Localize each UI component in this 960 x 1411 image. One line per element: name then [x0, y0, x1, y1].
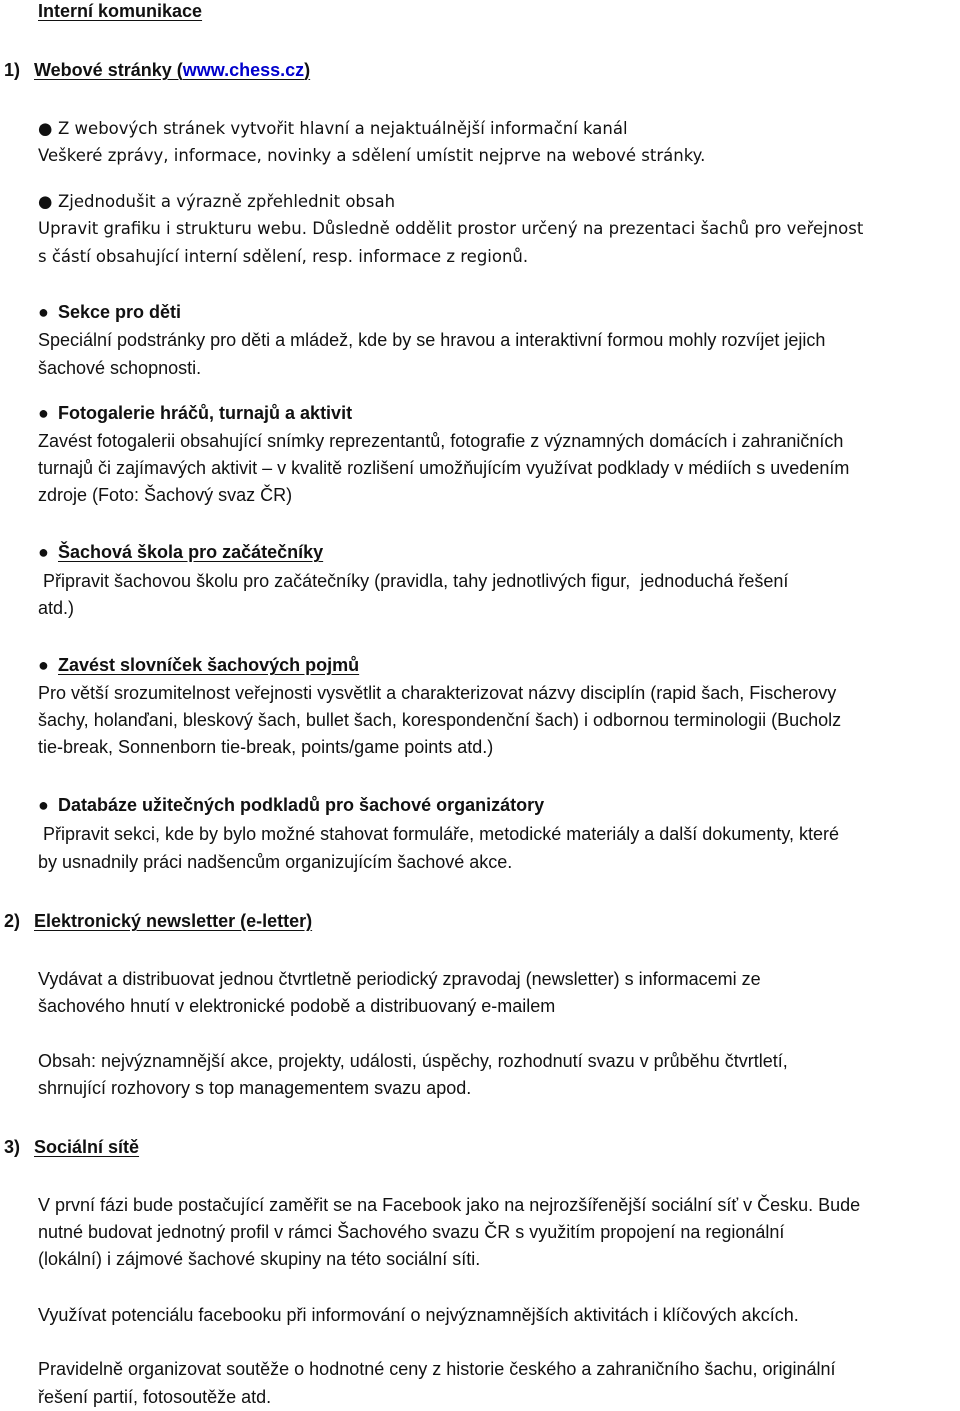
paragraph-text: shrnující rozhovory s top managementem svazu apod. [38, 1078, 472, 1098]
item-text: Upravit grafiku i strukturu webu. Důsledně oddělit prostor určený na prezentaci šachů pro veřejnost [38, 219, 864, 238]
section-3-heading [4, 1134, 139, 1161]
section-2-number: 2) [4, 911, 21, 931]
item-text: Připravit šachovou školu pro začátečníky (pravidla, tahy jednotlivých figur, jednoduchá řešení [38, 571, 789, 591]
website-link[interactable]: www.chess.cz [182, 60, 305, 80]
item-text: Speciální podstránky pro děti a mládež, kde by se hravou a interaktivní formou mohly rozvíjet jejich [38, 330, 826, 350]
item-text: turnajů či zajímavých aktivit – v kvalitě rozlišení umožňujícím využívat podklady v médiích s uvedením [38, 458, 850, 478]
item-text: Veškeré zprávy, informace, novinky a sdělení umístit nejprve na webové stránky. [38, 146, 706, 165]
item-title: ● Šachová škola pro začátečníky [38, 539, 323, 566]
section-3-number: 3) [4, 1137, 21, 1157]
section-3-title: Sociální sítě [34, 1137, 140, 1157]
bullet-icon: ● [38, 403, 49, 423]
bullet-icon: ● [38, 119, 53, 138]
item-text: Připravit sekci, kde by bylo možné stahovat formuláře, metodické materiály a další dokumenty, které [38, 824, 840, 844]
item-text: Pro větší srozumitelnost veřejnosti vysvětlit a charakterizovat názvy disciplín (rapid šach, Fischerovy [38, 683, 837, 703]
item-text: šachy, holanďani, bleskový šach, bullet šach, korespondenční šach) i odbornou terminologii (Bucholz [38, 710, 842, 730]
paragraph-text: Obsah: nejvýznamnější akce, projekty, události, úspěchy, rozhodnutí svazu v průběhu čtvrtletí, [38, 1051, 788, 1071]
paragraph-text: nutné budovat jednotný profil v rámci Šachového svazu ČR s využitím propojení na regionální [38, 1222, 785, 1242]
bullet-icon: ● [38, 302, 49, 322]
bullet-icon: ● [38, 192, 53, 211]
item-title: ● Databáze užitečných podkladů pro šachové organizátory [38, 792, 544, 819]
paragraph-text: V první fázi bude postačující zaměřit se na Facebook jako na nejrozšířenější sociální síť v Česku. Bude [38, 1195, 861, 1215]
item-title: ● Z webových stránek vytvořit hlavní a nejaktuálnější informační kanál [38, 115, 628, 142]
bullet-icon: ● [38, 655, 49, 675]
paragraph-text: (lokální) i zájmové šachové skupiny na této sociální síti. [38, 1249, 481, 1269]
item-title: ● Zjednodušit a výrazně zpřehlednit obsah [38, 188, 395, 215]
paragraph-text: Vydávat a distribuovat jednou čtvrtletně periodický zpravodaj (newsletter) s informacemi ze [38, 969, 761, 989]
item-title: ● Fotogalerie hráčů, turnajů a aktivit [38, 400, 352, 427]
item-text: by usnadnily práci nadšencům organizujícím šachové akce. [38, 852, 513, 872]
item-title: ● Sekce pro děti [38, 299, 181, 326]
section-1-heading [4, 57, 310, 84]
item-text: atd.) [38, 598, 75, 618]
item-text: šachové schopnosti. [38, 358, 202, 378]
page-title: Interní komunikace [38, 1, 203, 21]
paragraph-text: Využívat potenciálu facebooku při informování o nejvýznamnějších aktivitách i klíčových akcích. [38, 1305, 799, 1325]
item-text: tie-break, Sonnenborn tie-break, points/game points atd.) [38, 737, 494, 757]
section-2-title: Elektronický newsletter (e-letter) [34, 911, 313, 931]
paragraph-text: řešení partií, fotosoutěže atd. [38, 1387, 272, 1407]
item-text: Zavést fotogalerii obsahující snímky reprezentantů, fotografie z významných domácích i zahraničních [38, 431, 844, 451]
section-1-title: Webové stránky (www.chess.cz) [34, 60, 311, 80]
bullet-icon: ● [38, 795, 49, 815]
item-title: ● Zavést slovníček šachových pojmů [38, 652, 359, 679]
section-1-number: 1) [4, 60, 21, 80]
item-text: zdroje (Foto: Šachový svaz ČR) [38, 485, 293, 505]
paragraph-text: Pravidelně organizovat soutěže o hodnotné ceny z historie českého a zahraničního šachu, originální [38, 1359, 836, 1379]
paragraph-text: šachového hnutí v elektronické podobě a distribuovaný e-mailem [38, 996, 556, 1016]
item-text: s částí obsahující interní sdělení, resp. informace z regionů. [38, 247, 529, 266]
section-2-heading [4, 908, 312, 935]
bullet-icon: ● [38, 542, 49, 562]
